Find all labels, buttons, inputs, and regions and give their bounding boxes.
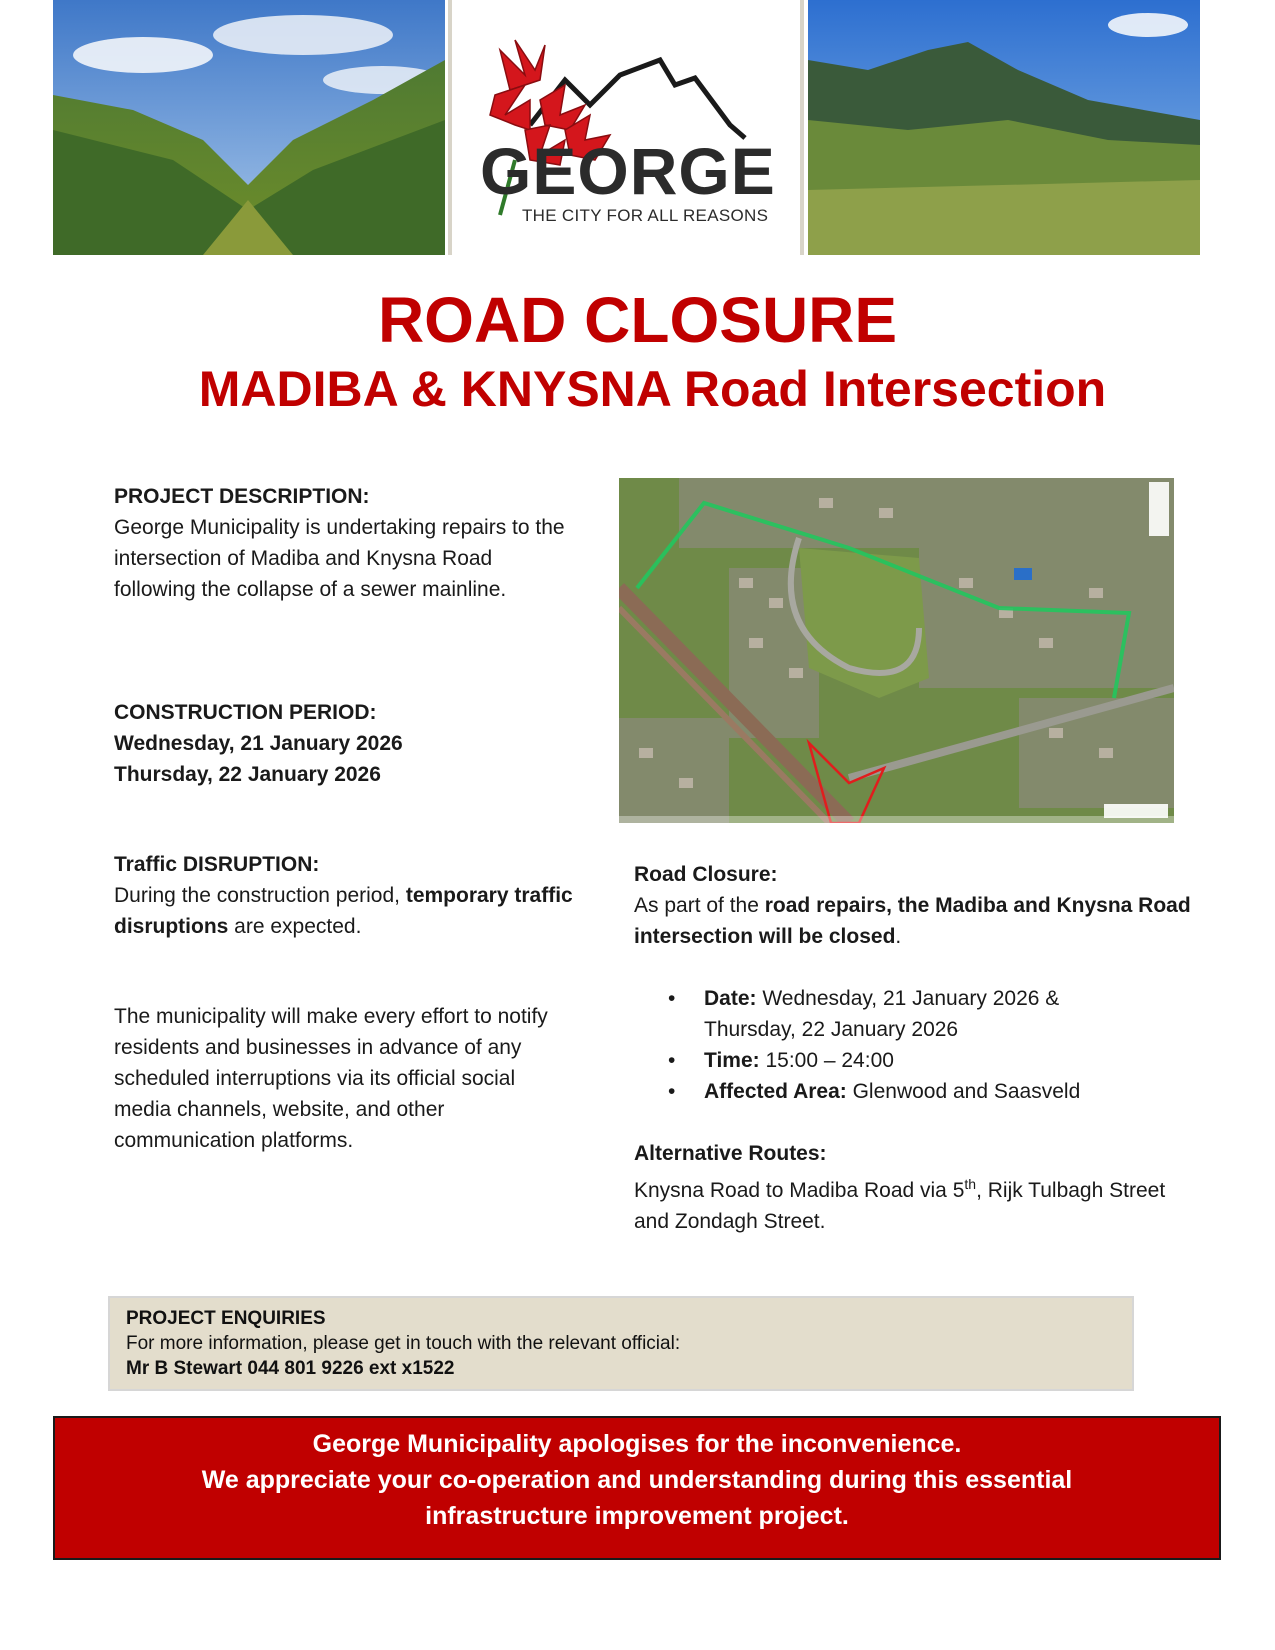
page-title: ROAD CLOSURE (377, 284, 898, 356)
logo-wordmark: GEORGE (480, 134, 776, 208)
text-run-bold: temporary traffic disruptions (114, 884, 573, 938)
construction-date-2: Thursday, 22 January 2026 (114, 763, 381, 786)
bullet-glyph: • (668, 1080, 676, 1103)
text-run: . (895, 925, 902, 948)
text-run: During the construction period, (114, 884, 406, 907)
bullet-value: 15:00 – 24:00 (759, 1049, 894, 1072)
bullet-affected-area (634, 1076, 1194, 1107)
header-divider (448, 0, 452, 255)
construction-date-1: Wednesday, 21 January 2026 (114, 732, 403, 755)
project-enquiries-box (108, 1296, 1134, 1391)
text-run-bold: road repairs, the Madiba and Knysna Road intersection will be closed (634, 894, 1191, 948)
notice (114, 1001, 574, 1156)
traffic-disruption-body (114, 880, 574, 942)
mountain-peak-photo (808, 0, 1200, 255)
bullet-time (634, 1045, 1194, 1076)
mountain-valley-photo (53, 0, 445, 255)
apology-line: George Municipality apologises for the inconvenience. (312, 1430, 962, 1458)
bullet-value: Wednesday, 21 January 2026 & Thursday, 22 January 2026 (704, 987, 1060, 1041)
text-run: Knysna Road to Madiba Road via 5 (634, 1179, 965, 1202)
alternative-routes-heading: Alternative Routes: (634, 1142, 827, 1165)
bullet-label: Time: (704, 1049, 760, 1072)
bullet-date (634, 983, 1124, 1045)
alternative-routes-body (634, 1169, 1174, 1237)
bullet-glyph: • (668, 987, 676, 1010)
header-divider (800, 0, 804, 255)
page-subtitle: MADIBA & KNYSNA Road Intersection (198, 361, 1107, 417)
project-description-heading: PROJECT DESCRIPTION: (114, 485, 370, 508)
project-description-body: George Municipality is undertaking repairs to the intersection of Madiba and Knysna Road following the collapse of a sewer mainline. (114, 516, 565, 601)
road-closure-body (634, 890, 1194, 952)
text-run: As part of the (634, 894, 765, 917)
notice-body: The municipality will make every effort to notify residents and businesses in advance of any scheduled interruptions via its official social media channels, website, and other communication platforms. (114, 1005, 548, 1152)
text-run: are expected. (228, 915, 362, 938)
traffic-disruption-heading: Traffic DISRUPTION: (114, 853, 320, 876)
aerial-map-of-closure (619, 478, 1174, 823)
road-closure (634, 859, 1194, 1237)
apology-banner (53, 1416, 1221, 1560)
construction-period-heading: CONSTRUCTION PERIOD: (114, 701, 377, 724)
appreciation-line: We appreciate your co-operation and understanding during this essential infrastructure improvement project. (201, 1466, 1073, 1530)
enquiries-heading: PROJECT ENQUIRIES (126, 1308, 326, 1329)
bullet-glyph: • (668, 1049, 676, 1072)
bullet-value: Glenwood and Saasveld (846, 1080, 1081, 1103)
logo-tagline: THE CITY FOR ALL REASONS (522, 206, 769, 225)
text-run: , Rijk Tulbagh Street and Zondagh Street. (634, 1179, 1166, 1233)
enquiries-contact: Mr B Stewart 044 801 9226 ext x1522 (126, 1358, 455, 1379)
road-closure-heading: Road Closure: (634, 863, 778, 886)
text-run-sup: th (964, 1176, 977, 1192)
construction-period (114, 697, 574, 790)
bullet-label: Affected Area: (704, 1080, 847, 1103)
project-description (114, 481, 574, 605)
traffic-disruption (114, 849, 574, 942)
enquiries-text: For more information, please get in touch with the relevant official: (126, 1333, 681, 1354)
bullet-label: Date: (704, 987, 757, 1010)
